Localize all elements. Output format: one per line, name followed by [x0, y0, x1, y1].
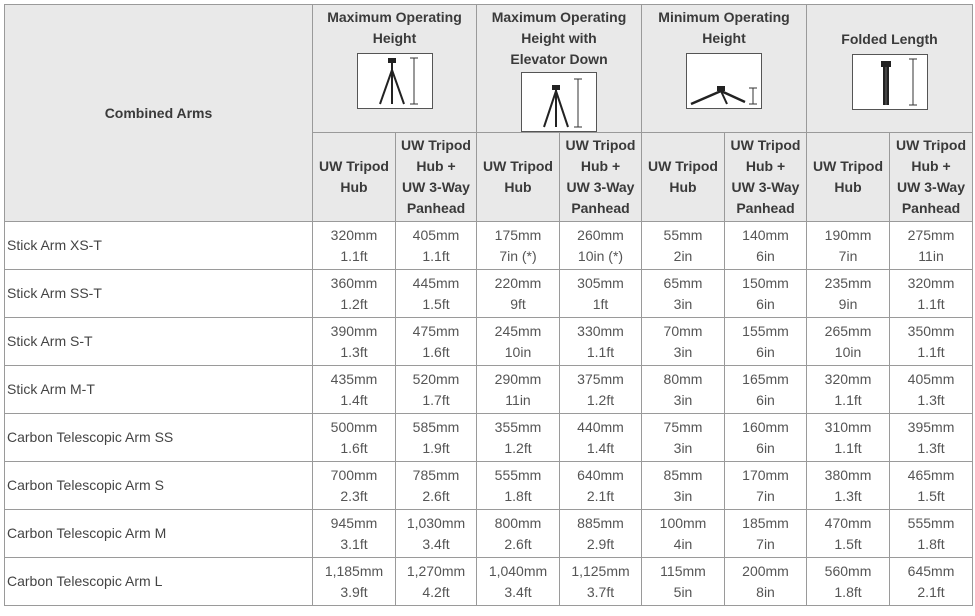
metric-value: 70mm	[663, 322, 703, 339]
measurement-cell	[725, 366, 807, 414]
imperial-value: 9in	[838, 295, 858, 312]
measurement-cell	[725, 558, 807, 606]
imperial-value: 3.9ft	[340, 583, 368, 600]
combined-arms-header: Combined Arms	[5, 5, 313, 222]
measurement-cell	[396, 414, 477, 462]
max-height-elevator-down-header: Maximum Operating Height with Elevator Down	[477, 5, 642, 133]
measurement-cell	[477, 366, 560, 414]
metric-value: 80mm	[663, 370, 703, 387]
measurement-cell	[477, 270, 560, 318]
measurement-cell	[807, 558, 890, 606]
imperial-value: 1.4ft	[340, 391, 368, 408]
tripod-height-table	[4, 4, 973, 606]
metric-value: 350mm	[907, 322, 955, 339]
tripod-max-height-icon	[357, 53, 433, 109]
measurement-cell	[890, 558, 973, 606]
table-body	[5, 222, 973, 606]
measurement-cell	[560, 222, 642, 270]
measurement-cell	[313, 366, 396, 414]
imperial-value: 6in	[756, 391, 775, 408]
imperial-value: 3.4ft	[504, 583, 532, 600]
arm-name: Carbon Telescopic Arm S	[5, 462, 313, 510]
measurement-cell	[396, 510, 477, 558]
measurement-cell	[642, 366, 725, 414]
imperial-value: 4in	[673, 535, 693, 552]
metric-value: 235mm	[824, 274, 872, 291]
measurement-cell	[725, 510, 807, 558]
folded-length-header: Folded Length	[807, 5, 973, 133]
measurement-cell	[477, 318, 560, 366]
imperial-value: 3.4ft	[422, 535, 450, 552]
measurement-cell	[396, 318, 477, 366]
arm-name: Stick Arm M-T	[5, 366, 313, 414]
arm-name: Stick Arm S-T	[5, 318, 313, 366]
imperial-value: 8in	[756, 583, 775, 600]
measurement-cell	[890, 222, 973, 270]
metric-value: 75mm	[663, 418, 703, 435]
metric-value: 555mm	[494, 466, 542, 483]
metric-value: 470mm	[824, 514, 872, 531]
imperial-value: 1.1ft	[586, 343, 615, 360]
metric-value: 355mm	[494, 418, 542, 435]
metric-value: 405mm	[907, 370, 955, 387]
measurement-cell	[560, 462, 642, 510]
measurement-cell	[807, 414, 890, 462]
imperial-value: 2in	[673, 247, 693, 264]
imperial-value: 1.6ft	[340, 439, 368, 456]
imperial-value: 1.1ft	[917, 295, 945, 312]
measurement-cell	[890, 414, 973, 462]
imperial-value: 3.1ft	[340, 535, 368, 552]
metric-value: 1,030mm	[406, 514, 466, 531]
metric-value: 170mm	[742, 466, 789, 483]
measurement-cell	[807, 462, 890, 510]
metric-value: 375mm	[577, 370, 624, 387]
measurement-cell	[396, 270, 477, 318]
metric-value: 1,270mm	[406, 562, 466, 579]
measurement-cell	[396, 222, 477, 270]
imperial-value: 1.2ft	[504, 439, 532, 456]
max-height-header: Maximum Operating Height	[313, 5, 477, 133]
arm-name: Stick Arm SS-T	[5, 270, 313, 318]
subheader-hub-panhead: UW Tripod Hub + UW 3-Way Panhead	[396, 133, 477, 222]
imperial-value: 1.8ft	[504, 487, 532, 504]
measurement-cell	[807, 318, 890, 366]
imperial-value: 7in	[838, 247, 858, 264]
metric-value: 330mm	[577, 322, 624, 339]
imperial-value: 1.8ft	[917, 535, 945, 552]
metric-value: 305mm	[577, 274, 624, 291]
metric-value: 165mm	[742, 370, 789, 387]
metric-value: 140mm	[742, 226, 789, 243]
metric-value: 555mm	[907, 514, 955, 531]
measurement-cell	[313, 318, 396, 366]
measurement-cell	[477, 558, 560, 606]
measurement-cell	[642, 318, 725, 366]
metric-value: 155mm	[742, 322, 789, 339]
imperial-value: 1.1ft	[340, 247, 368, 264]
measurement-cell	[807, 510, 890, 558]
imperial-value: 2.3ft	[340, 487, 368, 504]
metric-value: 310mm	[824, 418, 872, 435]
imperial-value: 1.1ft	[422, 247, 450, 264]
metric-value: 115mm	[660, 562, 706, 579]
imperial-value: 1.1ft	[834, 439, 862, 456]
imperial-value: 1.2ft	[586, 391, 615, 408]
measurement-cell	[807, 222, 890, 270]
table-row	[5, 318, 973, 366]
imperial-value: 1.3ft	[917, 439, 945, 456]
table-row	[5, 462, 973, 510]
imperial-value: 1.5ft	[917, 487, 945, 504]
arm-name: Carbon Telescopic Arm L	[5, 558, 313, 606]
metric-value: 520mm	[412, 370, 460, 387]
measurement-cell	[642, 414, 725, 462]
measurement-cell	[890, 510, 973, 558]
metric-value: 445mm	[412, 274, 460, 291]
measurement-cell	[477, 222, 560, 270]
metric-value: 175mm	[494, 226, 542, 243]
imperial-value: 1.3ft	[834, 487, 862, 504]
imperial-value: 2.9ft	[586, 535, 615, 552]
imperial-value: 3in	[673, 439, 693, 456]
metric-value: 395mm	[907, 418, 955, 435]
metric-value: 800mm	[494, 514, 542, 531]
arm-name: Stick Arm XS-T	[5, 222, 313, 270]
metric-value: 85mm	[663, 466, 703, 483]
imperial-value: 1.1ft	[917, 343, 945, 360]
metric-value: 150mm	[742, 274, 789, 291]
imperial-value: 6in	[756, 247, 775, 264]
metric-value: 265mm	[824, 322, 872, 339]
measurement-cell	[725, 318, 807, 366]
imperial-value: 1.5ft	[834, 535, 862, 552]
metric-value: 945mm	[330, 514, 378, 531]
measurement-cell	[396, 558, 477, 606]
imperial-value: 7in	[756, 487, 775, 504]
metric-value: 275mm	[907, 226, 955, 243]
subheader-hub: UW Tripod Hub	[313, 133, 396, 222]
metric-value: 320mm	[907, 274, 955, 291]
imperial-value: 11in	[505, 391, 531, 408]
measurement-cell	[725, 270, 807, 318]
measurement-cell	[560, 270, 642, 318]
measurement-cell	[807, 270, 890, 318]
imperial-value: 5in	[673, 583, 693, 600]
metric-value: 1,185mm	[324, 562, 384, 579]
subheader-hub-panhead: UW Tripod Hub + UW 3-Way Panhead	[560, 133, 642, 222]
measurement-cell	[560, 414, 642, 462]
imperial-value: 6in	[756, 295, 775, 312]
metric-value: 700mm	[330, 466, 378, 483]
measurement-cell	[890, 270, 973, 318]
imperial-value: 3.7ft	[586, 583, 615, 600]
metric-value: 885mm	[577, 514, 624, 531]
imperial-value: 2.6ft	[504, 535, 532, 552]
metric-value: 245mm	[494, 322, 542, 339]
arm-name: Carbon Telescopic Arm M	[5, 510, 313, 558]
imperial-value: 1.8ft	[834, 583, 862, 600]
arm-name: Carbon Telescopic Arm SS	[5, 414, 313, 462]
metric-value: 380mm	[824, 466, 872, 483]
min-height-header: Minimum Operating Height	[642, 5, 807, 133]
metric-value: 405mm	[412, 226, 460, 243]
tripod-min-height-icon	[686, 53, 762, 109]
table-row	[5, 510, 973, 558]
table-row	[5, 366, 973, 414]
metric-value: 640mm	[577, 466, 624, 483]
measurement-cell	[313, 270, 396, 318]
imperial-value: 1.4ft	[586, 439, 615, 456]
measurement-cell	[313, 414, 396, 462]
imperial-value: 6in	[756, 439, 775, 456]
metric-value: 100mm	[659, 514, 707, 531]
imperial-value: 1.7ft	[422, 391, 450, 408]
subheader-hub-panhead: UW Tripod Hub + UW 3-Way Panhead	[725, 133, 807, 222]
metric-value: 1,125mm	[571, 562, 630, 579]
measurement-cell	[642, 510, 725, 558]
measurement-cell	[642, 270, 725, 318]
measurement-cell	[890, 366, 973, 414]
imperial-value: 2.1ft	[917, 583, 945, 600]
subheader-hub: UW Tripod Hub	[807, 133, 890, 222]
measurement-cell	[396, 462, 477, 510]
metric-value: 390mm	[330, 322, 378, 339]
measurement-cell	[642, 462, 725, 510]
measurement-cell	[313, 462, 396, 510]
metric-value: 785mm	[412, 466, 460, 483]
measurement-cell	[560, 318, 642, 366]
imperial-value: 1ft	[592, 295, 609, 312]
metric-value: 320mm	[824, 370, 872, 387]
measurement-cell	[477, 462, 560, 510]
subheader-hub: UW Tripod Hub	[477, 133, 560, 222]
metric-value: 220mm	[494, 274, 542, 291]
imperial-value: 3in	[673, 295, 693, 312]
metric-value: 560mm	[824, 562, 872, 579]
imperial-value: 1.3ft	[340, 343, 368, 360]
measurement-cell	[725, 222, 807, 270]
imperial-value: 1.3ft	[917, 391, 945, 408]
imperial-value: 2.6ft	[422, 487, 450, 504]
imperial-value: 4.2ft	[422, 583, 450, 600]
imperial-value: 1.2ft	[340, 295, 368, 312]
table-row	[5, 222, 973, 270]
table-row	[5, 558, 973, 606]
measurement-cell	[477, 510, 560, 558]
metric-value: 1,040mm	[488, 562, 548, 579]
imperial-value: 3in	[673, 343, 693, 360]
table-row	[5, 414, 973, 462]
measurement-cell	[477, 414, 560, 462]
table-row	[5, 270, 973, 318]
metric-value: 465mm	[907, 466, 955, 483]
imperial-value: 10in	[504, 343, 532, 360]
imperial-value: 3in	[673, 487, 693, 504]
metric-value: 585mm	[412, 418, 460, 435]
metric-value: 290mm	[494, 370, 542, 387]
imperial-value: 1.1ft	[834, 391, 862, 408]
tripod-elevator-down-icon	[521, 72, 597, 132]
measurement-cell	[890, 462, 973, 510]
imperial-value: 1.9ft	[422, 439, 450, 456]
metric-value: 500mm	[330, 418, 378, 435]
measurement-cell	[560, 366, 642, 414]
subheader-hub-panhead: UW Tripod Hub + UW 3-Way Panhead	[890, 133, 973, 222]
metric-value: 190mm	[824, 226, 872, 243]
imperial-value: 7in (*)	[499, 247, 537, 264]
measurement-cell	[313, 558, 396, 606]
imperial-value: 1.6ft	[422, 343, 450, 360]
metric-value: 645mm	[907, 562, 955, 579]
imperial-value: 3in	[673, 391, 693, 408]
measurement-cell	[642, 222, 725, 270]
metric-value: 320mm	[330, 226, 378, 243]
measurement-cell	[313, 222, 396, 270]
measurement-cell	[396, 366, 477, 414]
metric-value: 185mm	[742, 514, 789, 531]
measurement-cell	[890, 318, 973, 366]
imperial-value: 10in	[834, 343, 862, 360]
measurement-cell	[807, 366, 890, 414]
imperial-value: 1.5ft	[422, 295, 450, 312]
imperial-value: 2.1ft	[586, 487, 615, 504]
measurement-cell	[313, 510, 396, 558]
measurement-cell	[642, 558, 725, 606]
imperial-value: 11in	[918, 247, 944, 264]
metric-value: 360mm	[330, 274, 378, 291]
metric-value: 475mm	[412, 322, 460, 339]
imperial-value: 9ft	[510, 295, 526, 312]
metric-value: 65mm	[663, 274, 703, 291]
metric-value: 55mm	[663, 226, 703, 243]
measurement-cell	[725, 414, 807, 462]
tripod-folded-icon	[852, 54, 928, 110]
imperial-value: 7in	[756, 535, 775, 552]
metric-value: 160mm	[742, 418, 789, 435]
subheader-hub: UW Tripod Hub	[642, 133, 725, 222]
measurement-cell	[560, 510, 642, 558]
metric-value: 440mm	[577, 418, 624, 435]
imperial-value: 6in	[756, 343, 775, 360]
metric-value: 435mm	[330, 370, 378, 387]
metric-value: 260mm	[577, 226, 624, 243]
imperial-value: 10in (*)	[577, 247, 624, 264]
measurement-cell	[560, 558, 642, 606]
metric-value: 200mm	[742, 562, 789, 579]
measurement-cell	[725, 462, 807, 510]
